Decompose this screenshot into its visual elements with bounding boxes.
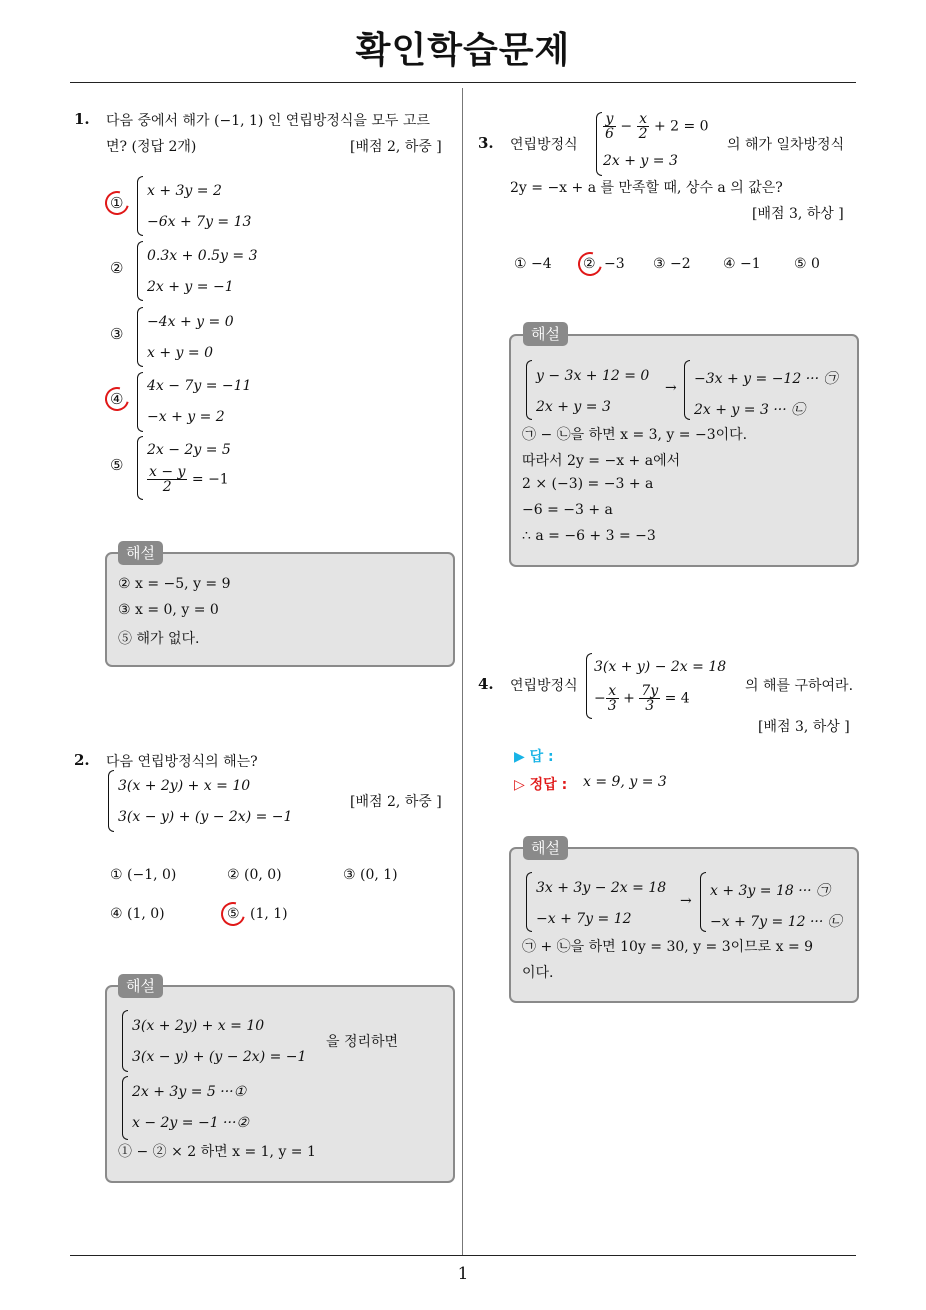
brace	[122, 1076, 128, 1140]
explanation-line: −6 = −3 + a	[522, 502, 613, 518]
selected-mark	[101, 383, 134, 416]
option-4[interactable]: ④ (1, 0)	[110, 906, 165, 922]
fraction-numerator: x	[637, 112, 650, 127]
explanation-equation: 3(x + 2y) + x = 10	[132, 1018, 265, 1034]
operator: −	[620, 118, 633, 135]
fraction-numerator: y	[603, 112, 616, 127]
top-rule	[70, 82, 856, 83]
option-5[interactable]: ⑤ 0	[794, 256, 820, 272]
explanation-tag: 해설	[523, 322, 568, 346]
equation: 3(x − y) + (y − 2x) = −1	[118, 809, 293, 825]
explanation-line: ㉠ − ㉡을 하면 x = 3, y = −3이다.	[522, 427, 748, 443]
question-tail: 의 해가 일차방정식	[727, 137, 845, 153]
option-number: ②	[583, 256, 596, 272]
explanation-equation: 2x + y = 3 ··· ㉡	[694, 402, 806, 418]
brace	[108, 770, 114, 832]
option-number: ②	[110, 259, 124, 277]
equation: x + 3y = 2	[147, 183, 222, 199]
brace	[137, 241, 143, 301]
explanation-line: ⑤ 해가 없다.	[118, 631, 200, 647]
brace	[586, 653, 592, 719]
question-number: 1.	[74, 110, 90, 128]
brace	[684, 360, 690, 420]
option-3[interactable]: ③ (0, 1)	[343, 867, 398, 883]
equation: 0.3x + 0.5y = 3	[147, 248, 258, 264]
answer-field-label[interactable]: ▶ 답 :	[514, 749, 554, 765]
score-label: [배점 2, 하중 ]	[350, 139, 442, 155]
brace	[596, 112, 602, 176]
explanation-line: ③ x = 0, y = 0	[118, 602, 219, 618]
column-divider	[462, 88, 463, 1256]
correct-answer-label: ▷ 정답 :	[514, 777, 568, 793]
equation: 4x − 7y = −11	[147, 378, 252, 394]
question-tail: 의 해를 구하여라.	[745, 678, 854, 694]
equation: −x + y = 2	[147, 409, 225, 425]
explanation-tag: 해설	[118, 541, 163, 565]
explanation-equation: 3x + 3y − 2x = 18	[536, 880, 667, 896]
option-value: −3	[604, 256, 625, 272]
fraction-denominator: 3	[607, 698, 617, 714]
option-3[interactable]: ③ −2	[653, 256, 691, 272]
page-number: 1	[457, 1264, 469, 1284]
question-number: 3.	[478, 134, 494, 152]
equation: 3(x + y) − 2x = 18	[594, 659, 727, 675]
equation: 2x + y = −1	[147, 279, 234, 295]
fraction-denominator: 3	[645, 698, 655, 714]
question-lead: 연립방정식	[510, 678, 578, 694]
brace	[137, 307, 143, 367]
selected-mark	[217, 898, 250, 931]
fraction-numerator: 7y	[641, 683, 659, 699]
brace	[526, 872, 532, 932]
score-label: [배점 2, 하중 ]	[350, 794, 442, 810]
explanation-line: 2 × (−3) = −3 + a	[522, 476, 654, 492]
equation	[147, 465, 229, 494]
score-label: [배점 3, 하상 ]	[758, 719, 850, 735]
fraction-numerator: x	[606, 684, 619, 699]
option-number: ④	[110, 390, 124, 408]
fraction-numerator: x − y	[149, 464, 186, 480]
explanation-equation: 2x + y = 3	[536, 399, 611, 415]
explanation-equation: 2x + 3y = 5 ···①	[132, 1084, 247, 1100]
question-text-line2: 2y = −x + a 를 만족할 때, 상수 a 의 값은?	[510, 180, 783, 196]
score-label: [배점 3, 하상 ]	[752, 206, 844, 222]
equation: −6x + 7y = 13	[147, 214, 252, 230]
equation: 3(x + 2y) + x = 10	[118, 778, 251, 794]
brace	[137, 176, 143, 236]
explanation-equation: 3(x − y) + (y − 2x) = −1	[132, 1049, 307, 1065]
explanation-line: ㉠ + ㉡을 하면 10y = 30, y = 3이므로 x = 9	[522, 939, 814, 955]
option-number: ⑤	[227, 906, 240, 922]
explanation-equation: −x + 7y = 12 ··· ㉡	[710, 914, 842, 930]
brace	[137, 372, 143, 432]
brace	[526, 360, 532, 420]
explanation-line: ① − ② × 2 하면 x = 1, y = 1	[118, 1144, 316, 1160]
equation: 2x + y = 3	[603, 153, 678, 169]
explanation-equation: x + 3y = 18 ··· ㉠	[710, 883, 831, 899]
correct-answer-value: x = 9, y = 3	[583, 774, 667, 790]
option-4[interactable]: ④ −1	[723, 256, 761, 272]
question-lead: 연립방정식	[510, 137, 578, 153]
selected-mark	[101, 187, 134, 220]
question-number: 4.	[478, 675, 494, 693]
selected-mark	[574, 248, 607, 281]
explanation-line: ∴ a = −6 + 3 = −3	[522, 528, 656, 544]
question-text-line1: 다음 중에서 해가 (−1, 1) 인 연립방정식을 모두 고르	[106, 113, 430, 129]
question-number: 2.	[74, 751, 90, 769]
fraction-denominator: 2	[162, 479, 172, 495]
explanation-equation: y − 3x + 12 = 0	[536, 368, 650, 384]
equation	[603, 112, 709, 141]
explanation-equation: −3x + y = −12 ··· ㉠	[694, 371, 838, 387]
equation: 2x − 2y = 5	[147, 442, 231, 458]
option-1[interactable]: ① −4	[514, 256, 552, 272]
equation-rest: = −1	[191, 471, 229, 488]
explanation-line: 따라서 2y = −x + a에서	[522, 453, 681, 469]
option-value: (1, 1)	[250, 906, 288, 922]
fraction-denominator: 6	[605, 126, 614, 142]
explanation-equation: −x + 7y = 12	[536, 911, 632, 927]
option-2[interactable]: ② (0, 0)	[227, 867, 282, 883]
option-number: ③	[110, 325, 124, 343]
operator: +	[623, 690, 635, 707]
equation: −4x + y = 0	[147, 314, 234, 330]
equation-rest: = 4	[664, 690, 690, 707]
arrow-icon: →	[665, 380, 677, 396]
question-text-line2: 면? (정답 2개)	[106, 139, 197, 155]
explanation-equation: x − 2y = −1 ···②	[132, 1115, 249, 1131]
page-title: 확인학습문제	[355, 30, 571, 71]
equation: x + y = 0	[147, 345, 213, 361]
explanation-text: 을 정리하면	[326, 1034, 399, 1050]
explanation-line: ② x = −5, y = 9	[118, 576, 231, 592]
explanation-line: 이다.	[522, 965, 554, 981]
explanation-tag: 해설	[523, 836, 568, 860]
option-number: ⑤	[110, 456, 124, 474]
equation	[594, 684, 690, 713]
equation-rest: + 2 = 0	[653, 118, 709, 135]
bottom-rule	[70, 1255, 856, 1256]
brace	[122, 1010, 128, 1072]
brace	[700, 872, 706, 932]
fraction-denominator: 2	[638, 126, 648, 142]
brace	[137, 436, 143, 500]
question-text: 다음 연립방정식의 해는?	[106, 754, 258, 770]
arrow-icon: →	[680, 893, 692, 909]
option-1[interactable]: ① (−1, 0)	[110, 867, 177, 883]
explanation-tag: 해설	[118, 974, 163, 998]
option-number: ①	[110, 194, 124, 212]
operator: −	[594, 690, 606, 707]
